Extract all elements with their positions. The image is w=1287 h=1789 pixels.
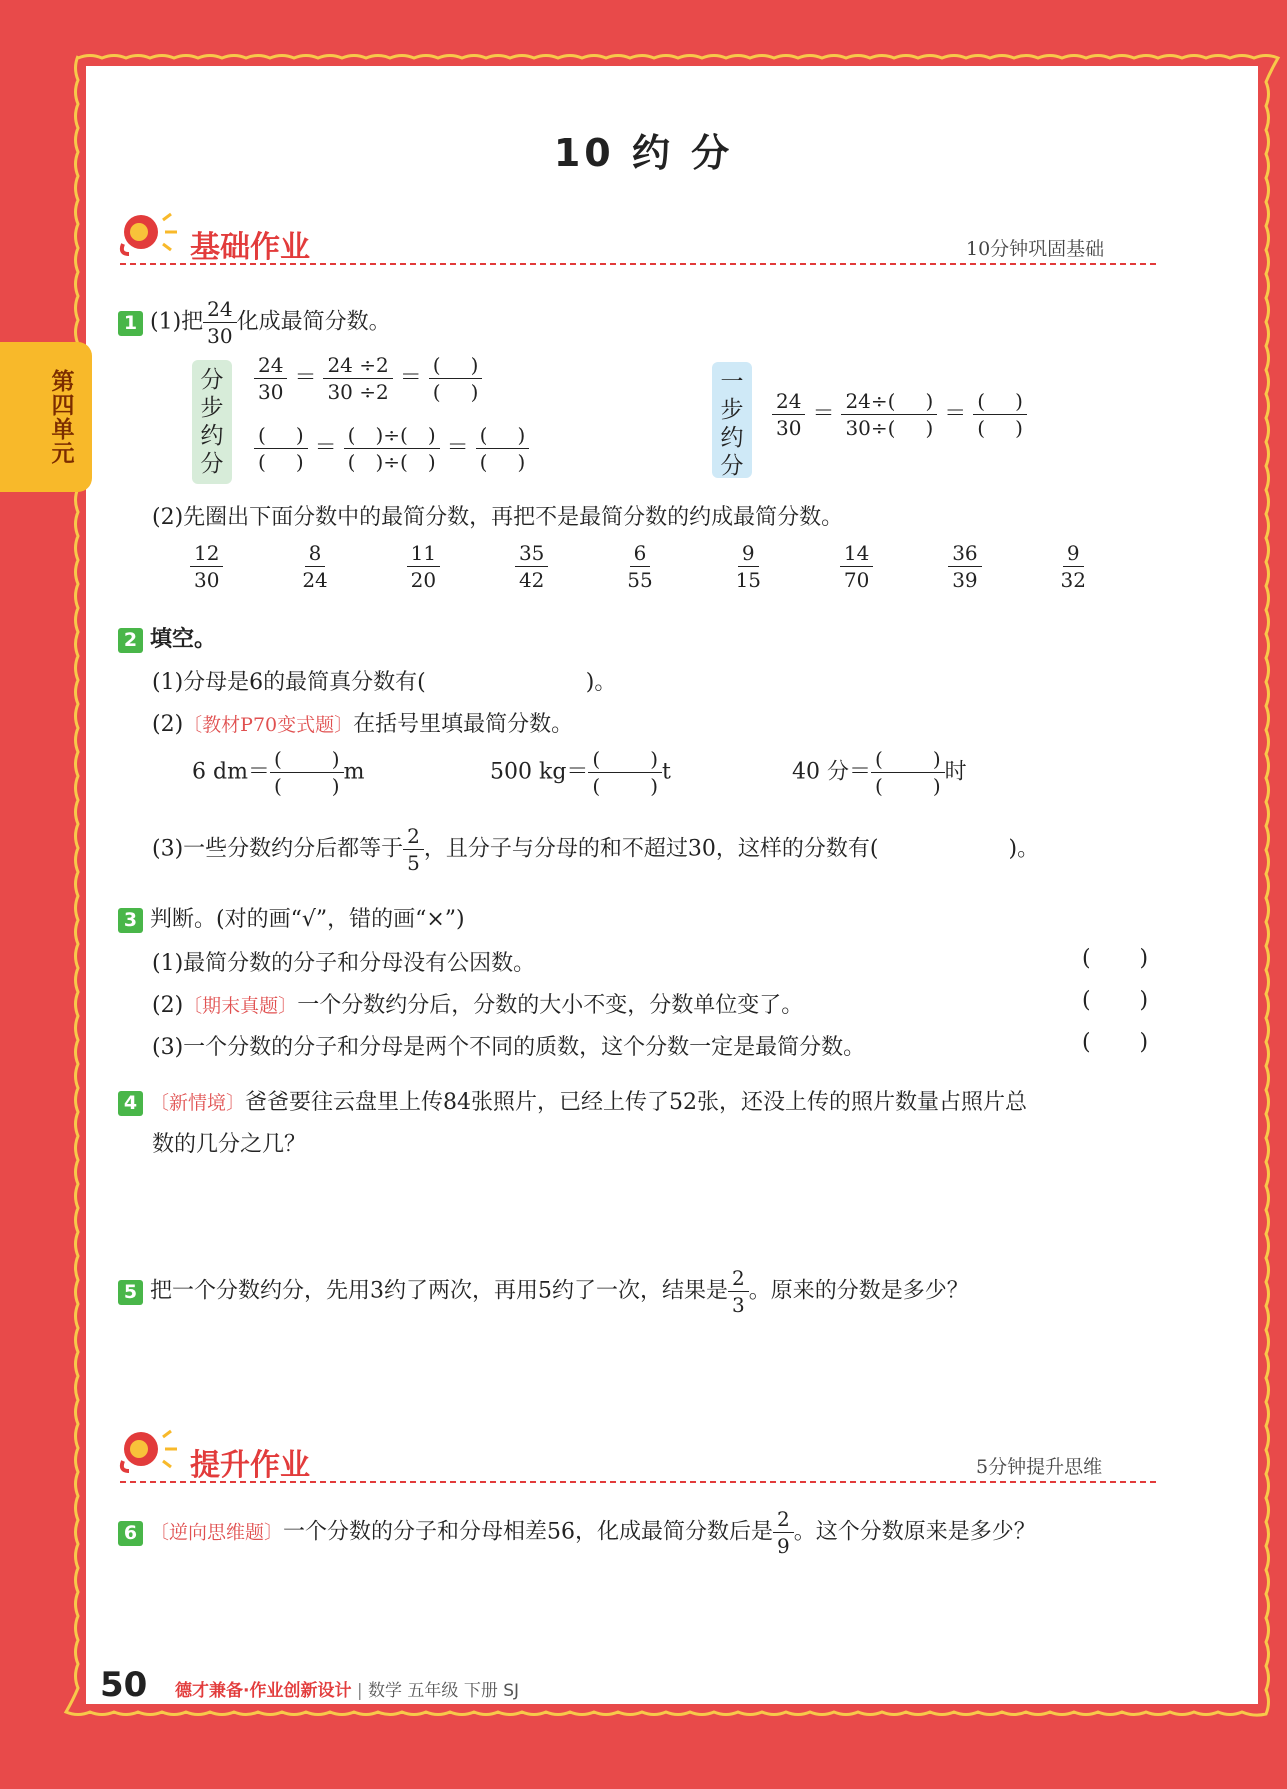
answer-blank[interactable]: $\frac{( )}{( )}$ bbox=[588, 746, 662, 799]
question-1-part-2: (2)先圈出下面分数中的最简分数，再把不是最简分数的约成最简分数。 bbox=[152, 505, 844, 530]
answer-blank[interactable]: $\frac{( )}{( )}$ bbox=[476, 422, 530, 475]
answer-blank[interactable]: $\frac{( )}{( )}$ bbox=[254, 422, 308, 475]
fraction-item[interactable]: $\frac{12}{30}$ bbox=[190, 540, 223, 593]
question-number: 1 bbox=[118, 311, 143, 336]
section-title-advanced: 提升作业 bbox=[190, 1448, 310, 1483]
footer-brand: 德才兼备·作业创新设计 bbox=[175, 1681, 352, 1701]
section-title-basic: 基础作业 bbox=[190, 230, 310, 265]
step-row-2: $\frac{( )}{( )}$ ＝ $\frac{( )\div( )}{( )\div( )}$ ＝ $\frac{( )}{( )}$ bbox=[254, 422, 529, 475]
answer-blank[interactable]: $\frac{24\div( )}{30\div( )}$ bbox=[841, 388, 937, 441]
question-6: 6 〔逆向思维题〕一个分数的分子和分母相差56，化成最简分数后是 $\frac{2}{9}$ 。这个分数原来是多少？ bbox=[118, 1506, 1036, 1559]
question-2-part-3: (3)一些分数约分后都等于 $\frac{2}{5}$ ，且分子与分母的和不超过30，这样的分数有( )。 bbox=[152, 824, 1040, 875]
lamp-icon bbox=[117, 1425, 183, 1475]
judge-answer-3[interactable]: ( ) bbox=[1082, 1030, 1149, 1055]
unit-conversion-1: 6 dm＝ $\frac{( )}{( )}$ m bbox=[192, 747, 365, 798]
step-reduction-label: 分步约分 bbox=[192, 360, 232, 484]
question-5: 5 把一个分数约分，先用3约了两次，再用5约了一次，结果是 $\frac{2}{3}$ 。原来的分数是多少？ bbox=[118, 1265, 969, 1318]
fraction-list bbox=[190, 540, 1090, 593]
fraction-item[interactable]: $\frac{36}{39}$ bbox=[948, 540, 981, 593]
judge-answer-1[interactable]: ( ) bbox=[1082, 946, 1149, 971]
fraction-item[interactable]: $\frac{9}{32}$ bbox=[1060, 541, 1086, 592]
question-number: 2 bbox=[118, 628, 143, 653]
answer-blank[interactable]: $\frac{( )\div( )}{( )\div( )}$ bbox=[344, 422, 440, 475]
answer-blank[interactable]: $\frac{( )}{( )}$ bbox=[973, 388, 1027, 441]
question-1-part-1: 1 (1)把 $\frac{24}{30}$ 化成最简分数。 bbox=[118, 296, 391, 349]
question-number: 3 bbox=[118, 908, 143, 933]
answer-blank[interactable]: $\frac{( )}{( )}$ bbox=[429, 352, 483, 405]
fraction-item[interactable]: $\frac{8}{24}$ bbox=[302, 541, 328, 592]
section-divider bbox=[120, 1481, 1156, 1483]
fraction: $\frac{24}{30}$ bbox=[203, 296, 236, 349]
one-step-reduction-label: 一步约分 bbox=[712, 362, 752, 478]
step-row-1: $\frac{24}{30}$ ＝ $\frac{24 \div 2}{30 \div 2}$ ＝ $\frac{( )}{( )}$ bbox=[254, 352, 482, 405]
judge-item-1: (1)最简分数的分子和分母没有公因数。 bbox=[152, 951, 536, 976]
footer-info: 数学 五年级 下册 SJ bbox=[368, 1681, 520, 1701]
fraction-item[interactable]: $\frac{11}{20}$ bbox=[407, 540, 440, 593]
fraction-item[interactable]: $\frac{6}{55}$ bbox=[627, 541, 653, 592]
answer-blank[interactable]: $\frac{( )}{( )}$ bbox=[871, 746, 945, 799]
question-4-line-2: 数的几分之几？ bbox=[152, 1132, 307, 1157]
unit-conversion-3: 40 分＝ $\frac{( )}{( )}$ 时 bbox=[792, 747, 967, 798]
one-step-row: $\frac{24}{30}$ ＝ $\frac{24\div( )}{30\div( )}$ ＝ $\frac{( )}{( )}$ bbox=[772, 388, 1027, 441]
question-2-part-2: (2)〔教材P70变式题〕在括号里填最简分数。 bbox=[152, 712, 574, 737]
question-number: 4 bbox=[118, 1091, 143, 1116]
section-divider bbox=[120, 263, 1156, 265]
question-number: 6 bbox=[118, 1521, 143, 1546]
source-tag: 〔期末真题〕 bbox=[183, 995, 298, 1017]
page-title: 10 约 分 bbox=[553, 131, 734, 175]
question-3-title: 3 判断。(对的画“√”，错的画“×”) bbox=[118, 902, 465, 933]
unit-conversion-2: 500 kg＝ $\frac{( )}{( )}$ t bbox=[490, 747, 671, 798]
page-number: 50 bbox=[100, 1665, 148, 1705]
fraction-item[interactable]: $\frac{14}{70}$ bbox=[840, 540, 873, 593]
question-2-title: 2 填空。 bbox=[118, 622, 216, 653]
section-note-advanced: 5分钟提升思维 bbox=[976, 1456, 1103, 1478]
source-tag: 〔逆向思维题〕 bbox=[150, 1521, 284, 1544]
lamp-icon bbox=[117, 208, 183, 258]
judge-item-2: (2)〔期末真题〕一个分数约分后，分数的大小不变，分数单位变了。 bbox=[152, 993, 804, 1018]
section-note-basic: 10分钟巩固基础 bbox=[966, 238, 1105, 260]
judge-item-3: (3)一个分数的分子和分母是两个不同的质数，这个分数一定是最简分数。 bbox=[152, 1035, 866, 1060]
judge-answer-2[interactable]: ( ) bbox=[1082, 988, 1149, 1013]
unit-side-tab: 第四单元 bbox=[0, 342, 92, 492]
question-2-part-1: (1)分母是6的最简真分数有( )。 bbox=[152, 670, 617, 695]
footer-text: 德才兼备·作业创新设计 | 数学 五年级 下册 SJ bbox=[175, 1681, 520, 1701]
answer-blank[interactable]: $\frac{( )}{( )}$ bbox=[270, 746, 344, 799]
source-tag: 〔新情境〕 bbox=[150, 1092, 246, 1114]
fraction-item[interactable]: $\frac{9}{15}$ bbox=[735, 541, 762, 592]
question-4: 4 〔新情境〕爸爸要往云盘里上传84张照片，已经上传了52张，还没上传的照片数量占照片总 bbox=[118, 1085, 1027, 1116]
source-tag: 〔教材P70变式题〕 bbox=[183, 714, 354, 736]
question-number: 5 bbox=[118, 1280, 143, 1305]
fraction-item[interactable]: $\frac{35}{42}$ bbox=[515, 540, 548, 593]
